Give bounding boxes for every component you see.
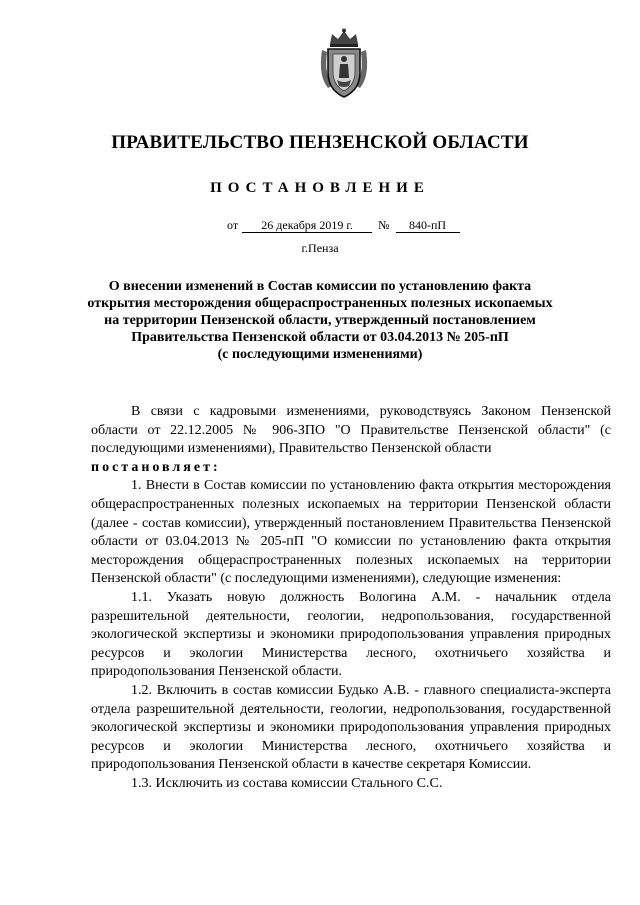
- intro-paragraph: В связи с кадровыми изменениями, руководствуясь Законом Пензенской области от 22.12.2005 № 906-ЗПО "О Правительстве Пензенской области" (с последующими изменениями), Правительство Пензенской области: [91, 404, 611, 457]
- coat-of-arms-emblem: [318, 28, 370, 100]
- document-body: [91, 403, 611, 793]
- number-prefix: №: [378, 218, 390, 232]
- title-line: О внесении изменений в Состав комиссии по установлению факта: [108, 279, 532, 294]
- date-prefix: от: [227, 218, 239, 232]
- document-title: [80, 278, 560, 363]
- document-date: 26 декабря 2019 г.: [242, 218, 372, 233]
- document-number: 840-пП: [396, 218, 460, 233]
- title-line: Правительства Пензенской области от 03.04.2013 № 205-пП: [131, 330, 509, 345]
- title-line: на территории Пензенской области, утвержденный постановлением: [104, 313, 536, 328]
- paragraph-1-1: 1.1. Указать новую должность Вологина А.М. - начальник отдела разрешительной деятельности, геологии, недропользования, государственной экологической экспертизы и экономики природопользования управления природных ресурсов и экологии Министерства лесного, охотничьего хозяйства и природопользования Пензенской области.: [91, 589, 611, 680]
- title-line: открытия месторождения общераспространенных полезных ископаемых: [87, 296, 553, 311]
- title-line: (с последующими изменениями): [217, 347, 423, 362]
- paragraph-1-3: 1.3. Исключить из состава комиссии Стального С.С.: [131, 775, 443, 791]
- document-type: ПОСТАНОВЛЕНИЕ: [210, 180, 430, 196]
- paragraph-1-2: 1.2. Включить в состав комиссии Будько А.В. - главного специалиста-эксперта отдела разрешительной деятельности, геологии, недропользования, государственной экологической экспертизы и экономики природопользования управления природных ресурсов и экологии Министерства лесного, охотничьего хозяйства и природопользования Пензенской области в качестве секретаря Комиссии.: [91, 682, 611, 773]
- government-name: ПРАВИТЕЛЬСТВО ПЕНЗЕНСКОЙ ОБЛАСТИ: [111, 132, 529, 153]
- city: г.Пенза: [301, 241, 339, 255]
- resolves-word: постановляет:: [91, 459, 221, 475]
- date-number-line: [227, 218, 460, 233]
- paragraph-1: 1. Внести в Состав комиссии по установлению факта открытия месторождения общераспространенных полезных ископаемых на территории Пензенской области (далее - состав комиссии), утвержденный постановлением Правительства Пензенской области от 03.04.2013 № 205-пП "О комиссии по установлению факта открытия месторождения общераспространенных полезных ископаемых на территории Пензенской области" (с последующими изменениями), следующие изменения:: [91, 478, 611, 587]
